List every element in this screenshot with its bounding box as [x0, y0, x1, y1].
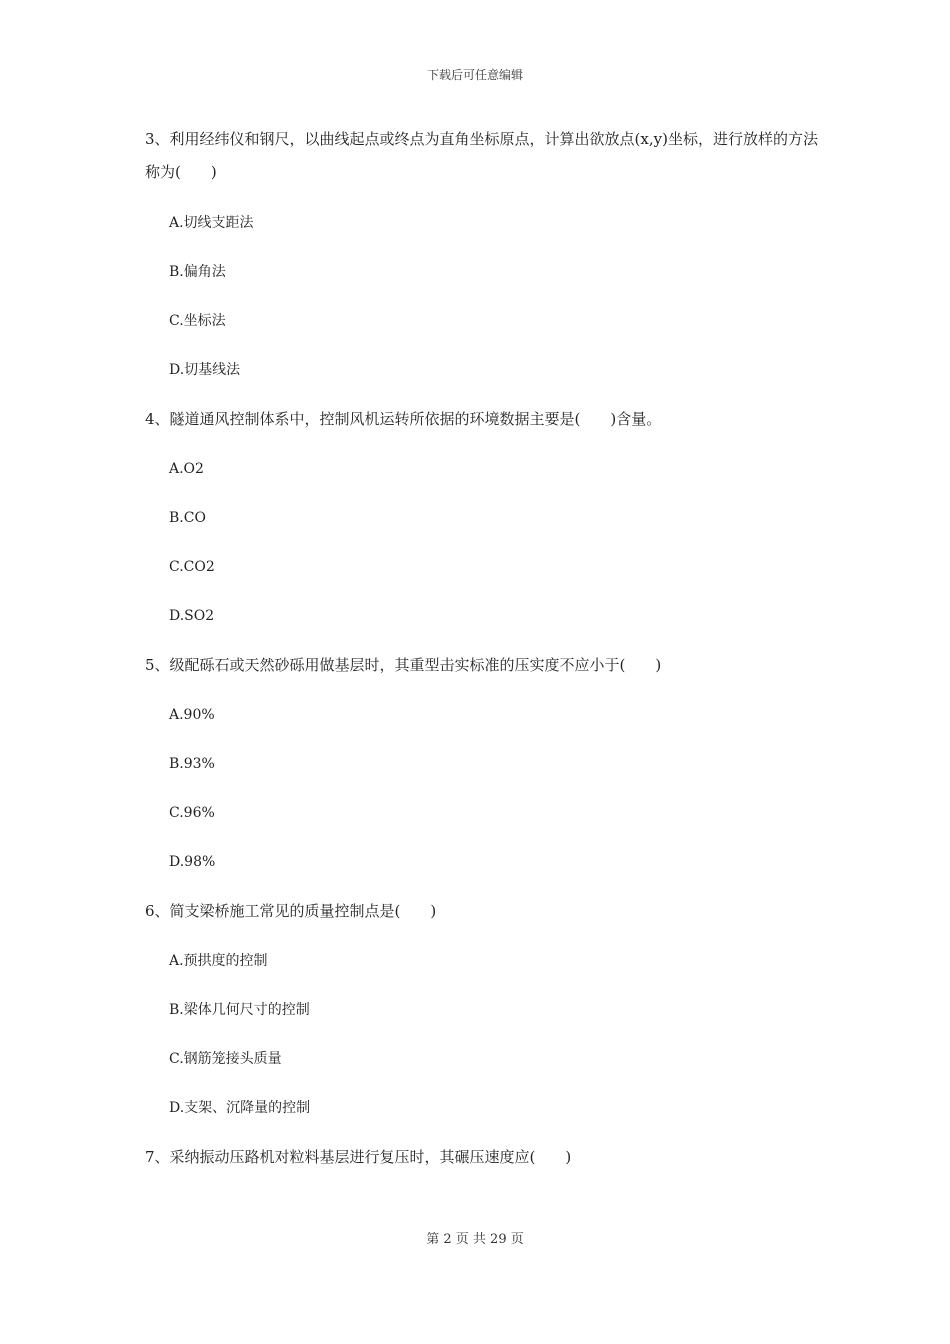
option-b: B.梁体几何尺寸的控制 — [169, 1002, 310, 1018]
option-b: B.93% — [169, 756, 215, 772]
option-d: D.SO2 — [169, 608, 215, 624]
question-6: 6、简支梁桥施工常见的质量控制点是( ) — [145, 902, 437, 920]
question-5: 5、级配砾石或天然砂砾用做基层时，其重型击实标准的压实度不应小于( ) — [145, 656, 662, 674]
option-d: D.切基线法 — [169, 362, 241, 378]
option-c: C.钢筋笼接头质量 — [169, 1051, 282, 1067]
option-b: B.偏角法 — [169, 264, 226, 280]
option-c: C.96% — [169, 805, 215, 821]
page-header: 下载后可任意编辑 — [426, 68, 523, 82]
question-3 — [145, 123, 825, 189]
question-7: 7、采纳振动压路机对粒料基层进行复压时，其碾压速度应( ) — [145, 1148, 572, 1166]
option-c: C.坐标法 — [169, 313, 226, 329]
option-a: A.90% — [169, 707, 215, 723]
option-a: A.切线支距法 — [169, 215, 254, 231]
option-c: C.CO2 — [169, 559, 215, 575]
option-d: D.98% — [169, 854, 216, 870]
option-b: B.CO — [169, 510, 206, 526]
option-a: A.O2 — [169, 461, 204, 477]
option-d: D.支架、沉降量的控制 — [169, 1100, 311, 1116]
option-a: A.预拱度的控制 — [169, 953, 268, 969]
question-stem: 3、利用经纬仪和钢尺，以曲线起点或终点为直角坐标原点，计算出欲放点(x,y)坐标，进行放样的方法称为( ) — [145, 130, 818, 181]
question-4: 4、隧道通风控制体系中，控制风机运转所依据的环境数据主要是( )含量。 — [145, 410, 662, 428]
page-footer: 第 2 页 共 29 页 — [426, 1232, 524, 1247]
